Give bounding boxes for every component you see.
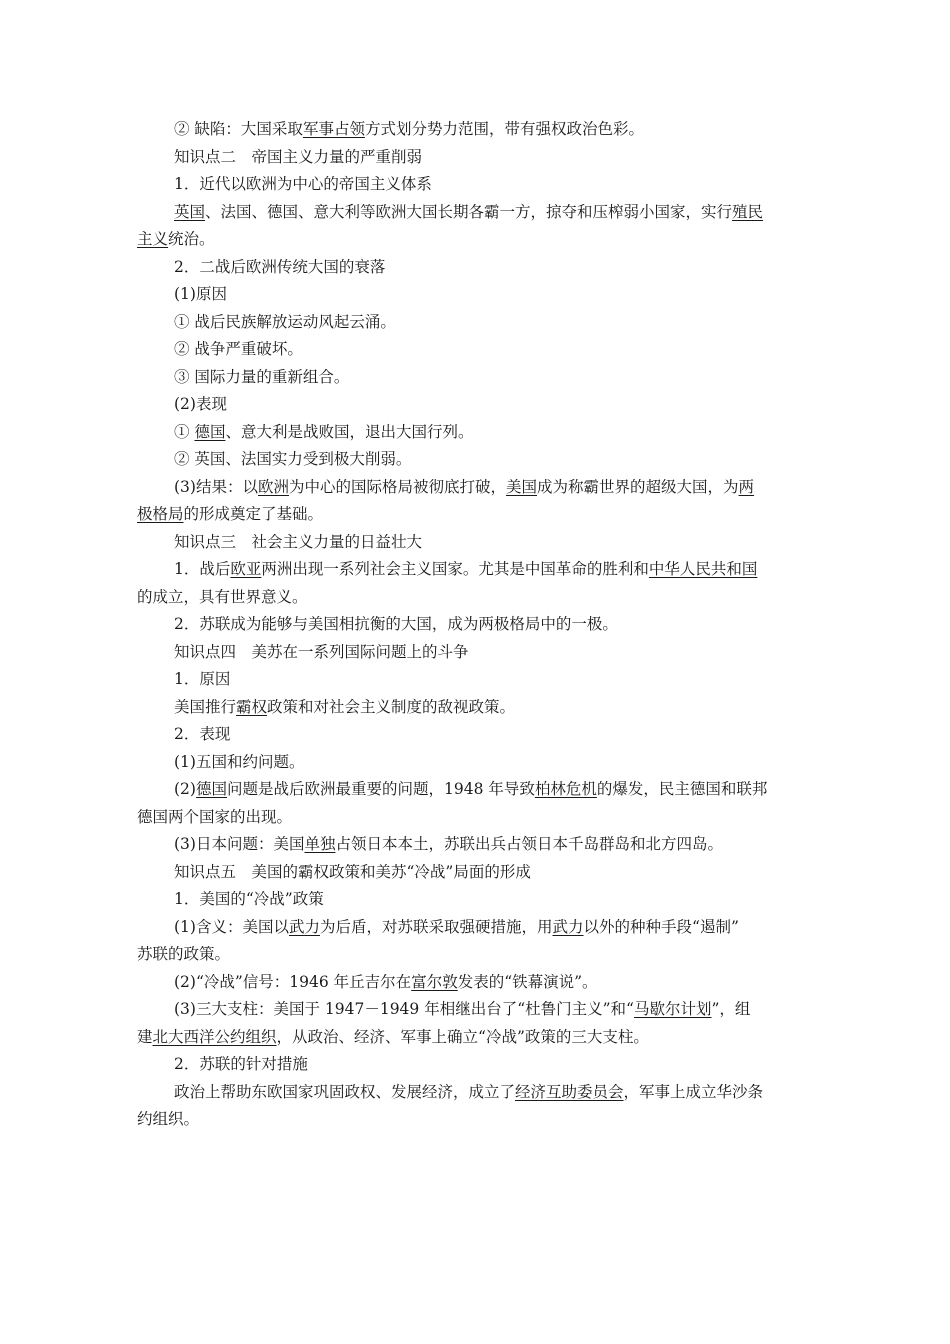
text-run: 1．近代以欧洲为中心的帝国主义体系 <box>174 175 432 193</box>
underlined-keyword: 单独 <box>304 835 336 853</box>
underlined-keyword: 军事占领 <box>302 120 365 138</box>
text-line <box>137 199 813 227</box>
underlined-keyword: 中华人民共和国 <box>648 560 758 578</box>
text-run: (3)三大支柱：美国于 1947－1949 年相继出台了“杜鲁门主义”和“ <box>174 1000 634 1018</box>
text-line <box>137 171 813 199</box>
text-line <box>137 309 813 337</box>
text-run: ② 缺陷：大国采取 <box>174 120 303 138</box>
text-run: 的爆发，民主德国和联邦 <box>596 780 768 798</box>
text-run: 2．苏联的针对措施 <box>174 1055 308 1073</box>
text-line <box>137 776 813 804</box>
text-line <box>137 1106 813 1134</box>
text-run: 成为称霸世界的超级大国，为 <box>537 477 739 496</box>
text-line <box>137 281 813 309</box>
text-line <box>137 996 813 1024</box>
underlined-keyword: 殖民 <box>732 202 764 221</box>
text-line <box>137 804 813 832</box>
document-body <box>137 116 813 1134</box>
text-run: 的成立，具有世界意义。 <box>137 587 308 606</box>
text-run: 问题是战后欧洲最重要的问题，1948 年导致 <box>226 780 535 798</box>
underlined-keyword: 德国 <box>194 422 226 441</box>
text-line <box>137 749 813 777</box>
text-line <box>137 694 813 722</box>
text-run: 为后盾，对苏联采取强硬措施，用 <box>319 917 553 936</box>
text-line <box>137 1051 813 1079</box>
text-line <box>137 391 813 419</box>
text-run: ① 战后民族解放运动风起云涌。 <box>174 312 396 331</box>
text-run: (2)“冷战”信号：1946 年丘吉尔在 <box>174 972 412 991</box>
underlined-keyword: 柏林危机 <box>534 780 597 798</box>
text-run: 约组织。 <box>137 1110 200 1128</box>
text-run: 2．二战后欧洲传统大国的衰落 <box>174 257 386 276</box>
text-line <box>137 226 813 254</box>
text-line <box>137 556 813 584</box>
text-run: ① <box>174 422 195 441</box>
underlined-keyword: 北大西洋公约组织 <box>152 1027 277 1046</box>
text-run: 知识点四 美苏在一系列国际问题上的斗争 <box>174 642 469 661</box>
text-run: ② 战争严重破坏。 <box>174 340 303 358</box>
text-run: ，军事上成立华沙条 <box>623 1082 764 1101</box>
text-line <box>137 914 813 942</box>
text-run: 发表的“铁幕演说”。 <box>457 972 598 991</box>
text-run: 、法国、德国、意大利等欧洲大国长期各霸一方，掠夺和压榨弱小国家，实行 <box>205 202 733 221</box>
underlined-keyword: 武力 <box>288 917 320 936</box>
text-line <box>137 721 813 749</box>
text-line <box>137 969 813 997</box>
text-run: (1)五国和约问题。 <box>174 752 305 771</box>
text-run: (2)表现 <box>174 395 227 413</box>
underlined-keyword: 经济互助委员会 <box>515 1082 624 1101</box>
underlined-keyword: 欧洲 <box>257 477 289 496</box>
text-line <box>137 474 813 502</box>
underlined-keyword: 主义 <box>137 230 169 248</box>
text-run: (1)原因 <box>174 285 227 303</box>
text-run: 2．表现 <box>174 725 231 743</box>
text-run: 1．原因 <box>174 670 231 688</box>
text-line <box>137 941 813 969</box>
underlined-keyword: 极格局 <box>137 505 184 523</box>
text-run: ③ 国际力量的重新组合。 <box>174 367 350 386</box>
underlined-keyword: 两 <box>738 477 755 496</box>
underlined-keyword: 武力 <box>552 917 584 936</box>
text-run: (3)日本问题：美国 <box>174 835 305 853</box>
text-line <box>137 336 813 364</box>
underlined-keyword: 霸权 <box>236 697 268 716</box>
text-run: 两洲出现一系列社会主义国家。尤其是中国革命的胜利和 <box>261 560 649 578</box>
text-line <box>137 666 813 694</box>
text-line <box>137 446 813 474</box>
text-run: 政治上帮助东欧国家巩固政权、发展经济，成立了 <box>174 1082 516 1101</box>
text-line <box>137 116 813 144</box>
underlined-keyword: 马歇尔计划 <box>633 1000 712 1018</box>
text-run: 建 <box>137 1027 153 1046</box>
text-line <box>137 501 813 529</box>
text-line <box>137 144 813 172</box>
underlined-keyword: 富尔敦 <box>411 972 458 991</box>
text-run: 占领日本本土，苏联出兵占领日本千岛群岛和北方四岛。 <box>335 835 723 853</box>
text-line <box>137 584 813 612</box>
text-line <box>137 529 813 557</box>
text-run: 1．美国的“冷战”政策 <box>174 890 324 908</box>
text-line <box>137 831 813 859</box>
text-line <box>137 254 813 282</box>
text-run: ”，组 <box>711 1000 751 1018</box>
text-run: (1)含义：美国以 <box>174 917 289 936</box>
text-line <box>137 419 813 447</box>
text-line <box>137 364 813 392</box>
text-line <box>137 1079 813 1107</box>
underlined-keyword: 美国 <box>506 477 538 496</box>
text-line <box>137 639 813 667</box>
text-run: 、意大利是战败国，退出大国行列。 <box>225 422 474 441</box>
text-run: 以外的种种手段“遏制” <box>583 917 739 936</box>
underlined-keyword: 欧亚 <box>230 560 262 578</box>
text-line <box>137 859 813 887</box>
underlined-keyword: 英国 <box>174 202 206 221</box>
text-run: 知识点二 帝国主义力量的严重削弱 <box>174 147 423 166</box>
text-run: 德国两个国家的出现。 <box>137 807 293 826</box>
text-line <box>137 1024 813 1052</box>
text-run: 的形成奠定了基础。 <box>183 505 324 523</box>
text-run: 2．苏联成为能够与美国相抗衡的大国，成为两极格局中的一极。 <box>174 615 618 633</box>
text-line <box>137 886 813 914</box>
text-run: 知识点三 社会主义力量的日益壮大 <box>174 532 423 551</box>
text-run: 政策和对社会主义制度的敌视政策。 <box>267 697 516 716</box>
text-run: 苏联的政策。 <box>137 945 231 963</box>
text-run: (3)结果：以 <box>174 477 258 496</box>
text-line <box>137 611 813 639</box>
text-run: 知识点五 美国的霸权政策和美苏“冷战”局面的形成 <box>174 862 531 881</box>
text-run: 1．战后 <box>174 560 231 578</box>
text-run: (2) <box>174 780 196 798</box>
underlined-keyword: 德国 <box>195 780 227 798</box>
text-run: ② 英国、法国实力受到极大削弱。 <box>174 450 412 468</box>
text-run: 方式划分势力范围，带有强权政治色彩。 <box>364 120 644 138</box>
text-run: 统治。 <box>168 230 215 248</box>
text-run: 美国推行 <box>174 697 237 716</box>
text-run: 为中心的国际格局被彻底打破， <box>288 477 506 496</box>
text-run: ，从政治、经济、军事上确立“冷战”政策的三大支柱。 <box>276 1027 649 1046</box>
